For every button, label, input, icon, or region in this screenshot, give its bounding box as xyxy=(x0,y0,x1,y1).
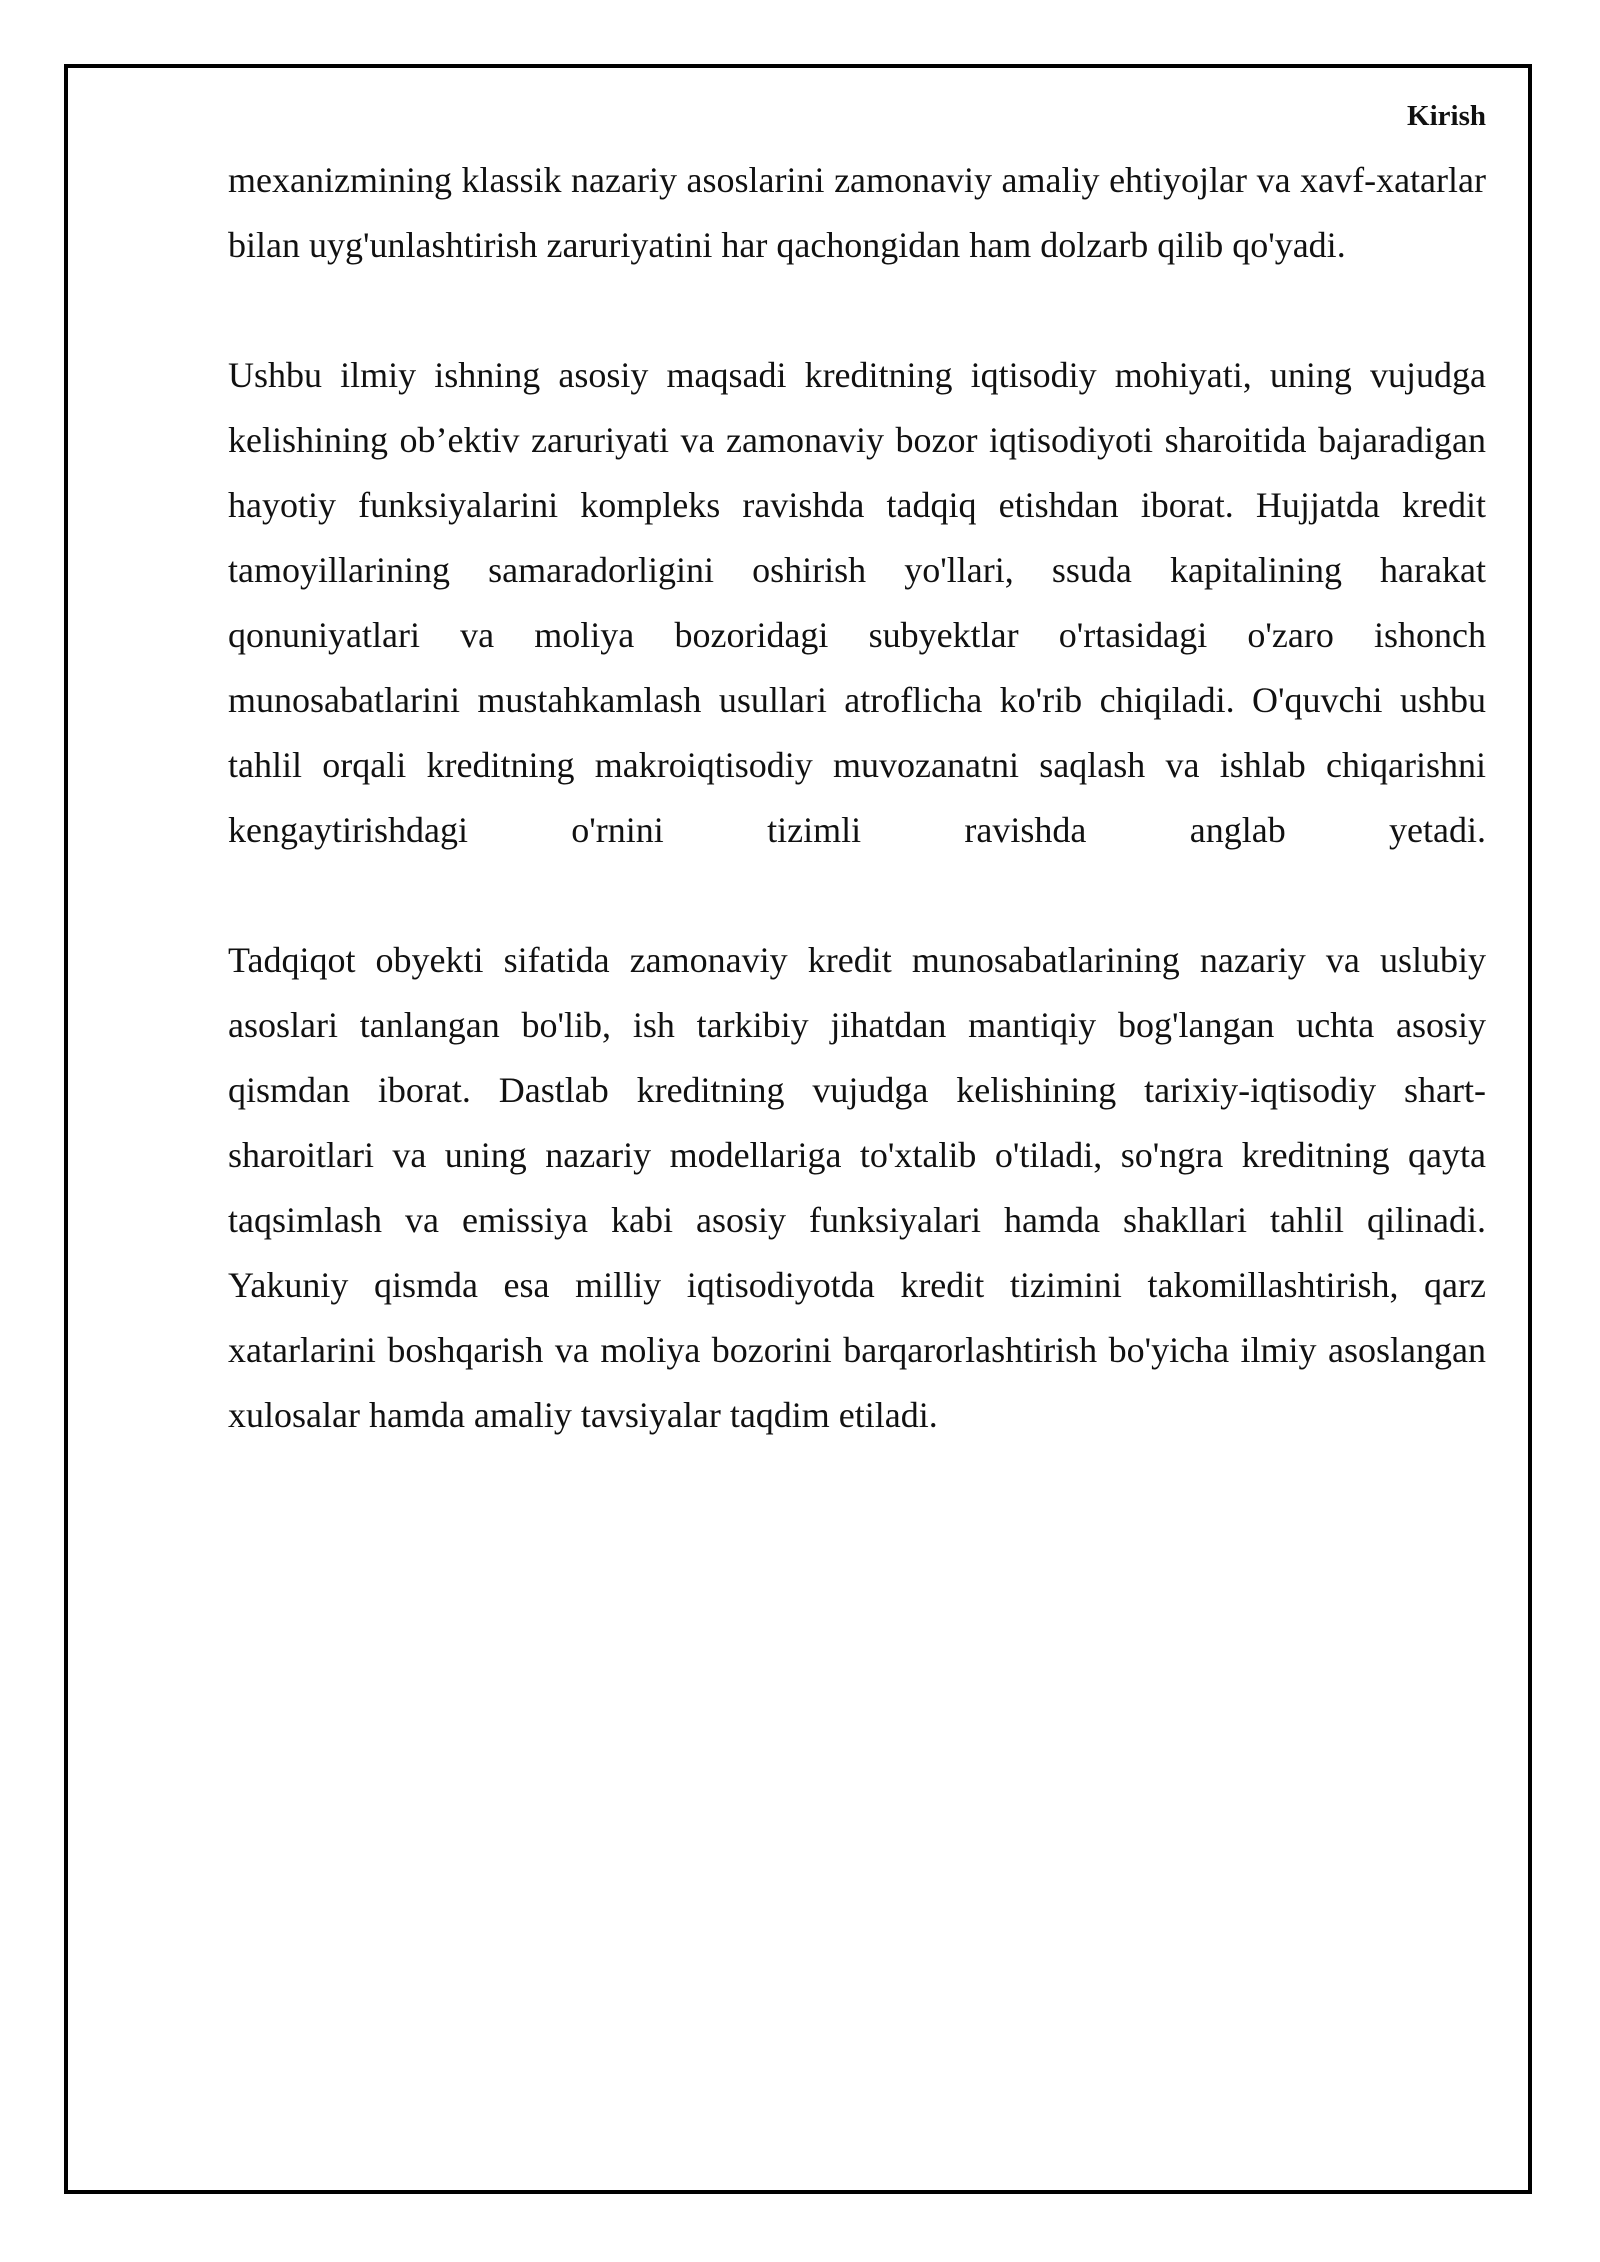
running-header-title: Kirish xyxy=(1407,100,1486,132)
document-body xyxy=(228,148,1486,1448)
paragraph-research-object: Tadqiqot obyekti sifatida zamonaviy kredit munosabatlarining nazariy va uslubiy asoslari tanlangan bo'lib, ish tarkibiy jihatdan mantiqiy bog'langan uchta asosiy qismdan iborat. Dastlab kreditning vujudga kelishining tarixiy-iqtisodiy shart-sharoitlari va uning nazariy modellariga to'xtalib o'tiladi, so'ngra kreditning qayta taqsimlash va emissiya kabi asosiy funksiyalari hamda shakllari tahlil qilinadi. Yakuniy qismda esa milliy iqtisodiyotda kredit tizimini takomillashtirish, qarz xatarlarini boshqarish va moliya bozorini barqarorlashtirish bo'yicha ilmiy asoslangan xulosalar hamda amaliy tavsiyalar taqdim etiladi. xyxy=(228,940,1486,1435)
paragraph-continuation: mexanizmining klassik nazariy asoslarini zamonaviy amaliy ehtiyojlar va xavf-xatarlar bilan uyg'unlashtirish zaruriyatini har qachongidan ham dolzarb qilib qo'yadi. xyxy=(228,160,1486,265)
paragraph-research-aim: Ushbu ilmiy ishning asosiy maqsadi kreditning iqtisodiy mohiyati, uning vujudga kelishining ob’ektiv zaruriyati va zamonaviy bozor iqtisodiyoti sharoitida bajaradigan hayotiy funksiyalarini kompleks ravishda tadqiq etishdan iborat. Hujjatda kredit tamoyillarining samaradorligini oshirish yo'llari, ssuda kapitalining harakat qonuniyatlari va moliya bozoridagi subyektlar o'rtasidagi o'zaro ishonch munosabatlarini mustahkamlash usullari atroflicha ko'rib chiqiladi. O'quvchi ushbu tahlil orqali kreditning makroiqtisodiy muvozanatni saqlash va ishlab chiqarishni kengaytirishdagi o'rnini tizimli ravishda anglab yetadi. xyxy=(228,355,1486,850)
